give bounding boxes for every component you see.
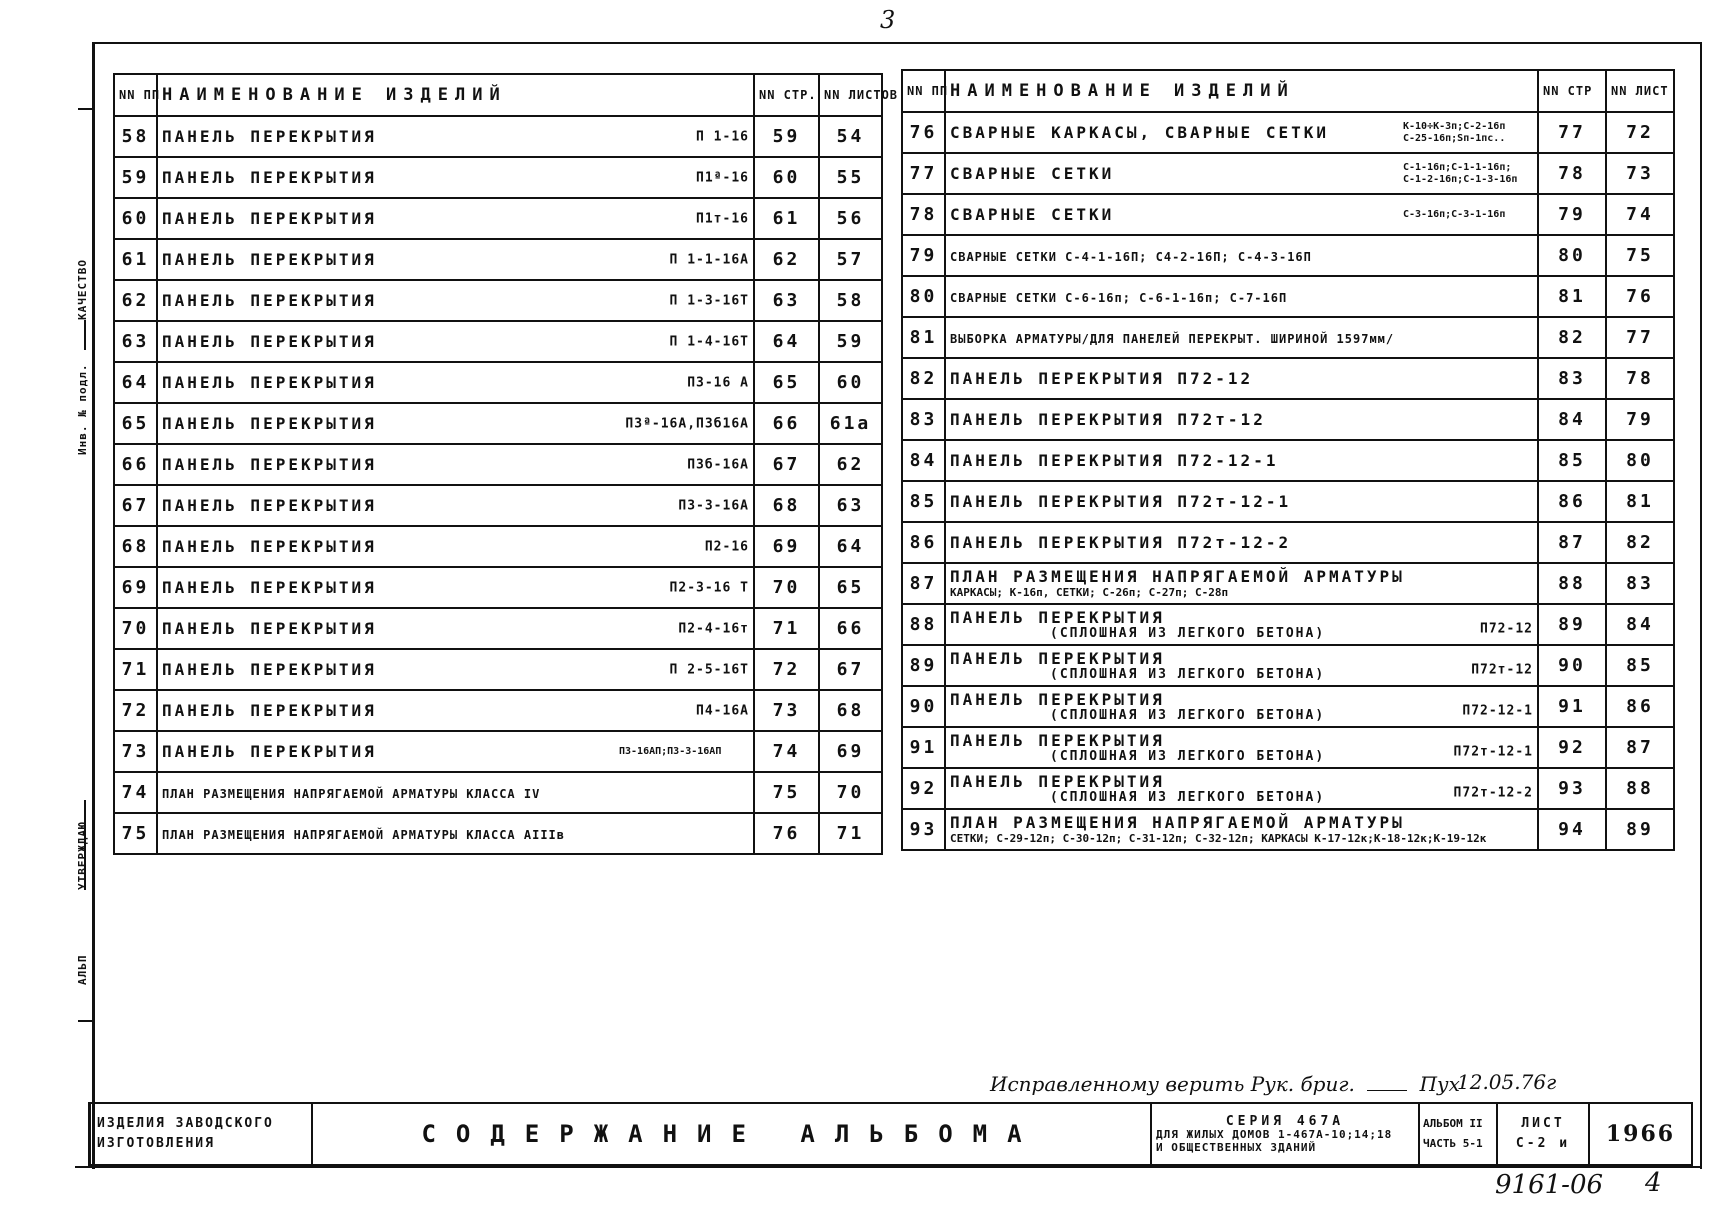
item-code: К-10÷К-3п;С-2-16п С-25-16п;Sп-1пс.. — [1403, 120, 1506, 144]
sheet-number-cell: 55 — [819, 157, 882, 198]
row-number: 81 — [902, 317, 945, 358]
row-number: 82 — [902, 358, 945, 399]
item-name-cell — [945, 112, 1538, 153]
sheet-number-cell: 68 — [819, 690, 882, 731]
correction-initials: Пух — [1419, 1072, 1460, 1096]
contents-table-right — [901, 69, 1675, 851]
correction-text: Исправленному верить Рук. бриг. — [990, 1072, 1355, 1096]
row-number: 73 — [114, 731, 157, 772]
item-name: СВАРНЫЕ КАРКАСЫ, СВАРНЫЕ СЕТКИ — [950, 123, 1329, 142]
sheet-number-cell: 61а — [819, 403, 882, 444]
table-row — [114, 731, 882, 772]
table-row — [902, 112, 1674, 153]
series-line-3: И ОБЩЕСТВЕННЫХ ЗДАНИЙ — [1156, 1140, 1317, 1154]
sheet-number-cell: 77 — [1606, 317, 1674, 358]
item-name: СВАРНЫЕ СЕТКИ — [950, 164, 1115, 183]
item-name-cell — [157, 444, 754, 485]
item-subtitle: СЕТКИ; С-29-12п; С-30-12п; С-31-12п; С-32-12п; КАРКАСЫ К-17-12к;К-18-12к;К-19-12к — [950, 831, 1487, 845]
table-row — [902, 563, 1674, 604]
row-number: 74 — [114, 772, 157, 813]
item-name-cell — [157, 649, 754, 690]
sheet-number-cell: 76 — [1606, 276, 1674, 317]
item-code: П 1-3-16Т — [669, 293, 749, 308]
sheet-number-cell: 59 — [819, 321, 882, 362]
item-name: СВАРНЫЕ СЕТКИ С-6-16п; С-6-1-16п; С-7-16П — [950, 291, 1288, 305]
item-name-cell — [945, 153, 1538, 194]
table-row — [114, 321, 882, 362]
title-block-baseline — [75, 1166, 1700, 1168]
sheet-value: С-2 и — [1515, 1136, 1571, 1151]
sheet-number-cell: 83 — [1606, 563, 1674, 604]
part-label: ЧАСТЬ 5-1 — [1423, 1137, 1483, 1150]
item-name: ВЫБОРКА АРМАТУРЫ/ДЛЯ ПАНЕЛЕЙ ПЕРЕКРЫТ. ШИРИНОЙ 1597мм/ — [950, 332, 1395, 346]
item-code: П72-12 — [1480, 621, 1533, 637]
sheet-number-cell: 74 — [1606, 194, 1674, 235]
table-header-row — [114, 74, 882, 116]
table-row — [114, 444, 882, 485]
album-label: АЛЬБОМ II — [1423, 1117, 1483, 1130]
item-name: ПАНЕЛЬ ПЕРЕКРЫТИЯ — [162, 332, 377, 351]
sheet-number-cell: 87 — [1606, 727, 1674, 768]
item-name-cell — [157, 116, 754, 157]
item-code: П3-16АП;П3-3-16АП — [619, 745, 722, 757]
sheet-number-cell: 72 — [1606, 112, 1674, 153]
margin-tick — [78, 1020, 92, 1022]
item-name-cell — [945, 686, 1538, 727]
item-name: ПАНЕЛЬ ПЕРЕКРЫТИЯ — [162, 209, 377, 228]
item-name-cell — [157, 485, 754, 526]
sheet-number-cell: 81 — [1606, 481, 1674, 522]
table-row — [114, 649, 882, 690]
title-block-sheet — [1498, 1104, 1590, 1164]
sheet-number-cell: 62 — [819, 444, 882, 485]
table-row — [114, 608, 882, 649]
sheet-number-cell: 69 — [819, 731, 882, 772]
sheet-number-cell: 70 — [819, 772, 882, 813]
row-number: 87 — [902, 563, 945, 604]
sheet-number-cell: 80 — [1606, 440, 1674, 481]
title-block-album — [1420, 1104, 1498, 1164]
table-row — [114, 198, 882, 239]
row-number: 80 — [902, 276, 945, 317]
page-number-cell: 69 — [754, 526, 819, 567]
table-row — [114, 567, 882, 608]
item-subtitle: (СПЛОШНАЯ ИЗ ЛЕГКОГО БЕТОНА) — [1050, 707, 1326, 723]
item-name-cell — [945, 727, 1538, 768]
item-subtitle: (СПЛОШНАЯ ИЗ ЛЕГКОГО БЕТОНА) — [1050, 666, 1326, 682]
page-number-cell: 70 — [754, 567, 819, 608]
item-name-cell — [157, 567, 754, 608]
sheet-number-cell: 57 — [819, 239, 882, 280]
sheet-number-cell: 71 — [819, 813, 882, 854]
sidebar-label-mid: Инв. № подл. — [76, 363, 89, 455]
row-number: 58 — [114, 116, 157, 157]
page-number-cell: 75 — [754, 772, 819, 813]
item-code: П 2-5-16Т — [669, 662, 749, 677]
table-row — [902, 276, 1674, 317]
item-code: С-3-16п;С-3-1-16п — [1403, 208, 1506, 220]
sheet-number-cell: 89 — [1606, 809, 1674, 850]
item-name-cell — [157, 813, 754, 854]
item-name-cell — [945, 809, 1538, 850]
item-name: ПАНЕЛЬ ПЕРЕКРЫТИЯ — [950, 648, 1165, 668]
header-page: NN СТР — [1538, 70, 1606, 112]
table-row — [902, 317, 1674, 358]
page-number-cell: 89 — [1538, 604, 1606, 645]
item-code: П1т-16 — [696, 211, 749, 226]
table-row — [114, 403, 882, 444]
sidebar-label-bottom: АЛЬП — [76, 954, 89, 985]
row-number: 92 — [902, 768, 945, 809]
item-code: П1ª-16 — [696, 170, 749, 185]
row-number: 65 — [114, 403, 157, 444]
page-number-cell: 66 — [754, 403, 819, 444]
item-name: ПАНЕЛЬ ПЕРЕКРЫТИЯ — [162, 619, 377, 638]
item-name: ПАНЕЛЬ ПЕРЕКРЫТИЯ — [950, 689, 1165, 709]
album-code: 9161-06 — [1495, 1170, 1604, 1200]
item-code: П 1-4-16Т — [669, 334, 749, 349]
item-name: ПАНЕЛЬ ПЕРЕКРЫТИЯ П72-12-1 — [950, 451, 1279, 470]
item-subtitle: (СПЛОШНАЯ ИЗ ЛЕГКОГО БЕТОНА) — [1050, 748, 1326, 764]
page-number-cell: 65 — [754, 362, 819, 403]
item-name-cell — [945, 522, 1538, 563]
page-number-cell: 81 — [1538, 276, 1606, 317]
page-number-cell: 93 — [1538, 768, 1606, 809]
item-name: ПАНЕЛЬ ПЕРЕКРЫТИЯ — [950, 771, 1165, 791]
item-code: П4-16А — [696, 703, 749, 718]
item-code: П72-12-1 — [1462, 703, 1533, 719]
page-number-cell: 68 — [754, 485, 819, 526]
page-number-cell: 79 — [1538, 194, 1606, 235]
table-row — [114, 772, 882, 813]
row-number: 79 — [902, 235, 945, 276]
header-page: NN СТР. — [754, 74, 819, 116]
sheet-number-cell: 54 — [819, 116, 882, 157]
header-name: НАИМЕНОВАНИЕ ИЗДЕЛИЙ — [945, 70, 1538, 112]
page-number-cell: 62 — [754, 239, 819, 280]
item-name-cell — [157, 731, 754, 772]
item-name-cell — [157, 690, 754, 731]
row-number: 59 — [114, 157, 157, 198]
table-row — [902, 194, 1674, 235]
title-block-title: СОДЕРЖАНИЕ АЛЬБОМА — [313, 1104, 1152, 1164]
item-name: СВАРНЫЕ СЕТКИ С-4-1-16П; С4-2-16П; С-4-3-16П — [950, 250, 1312, 264]
item-name-cell — [945, 563, 1538, 604]
item-name-cell — [945, 194, 1538, 235]
page-number-cell: 84 — [1538, 399, 1606, 440]
table-row — [902, 604, 1674, 645]
item-name: СВАРНЫЕ СЕТКИ — [950, 205, 1115, 224]
row-number: 61 — [114, 239, 157, 280]
item-name-cell — [157, 403, 754, 444]
item-name: ПАНЕЛЬ ПЕРЕКРЫТИЯ — [162, 250, 377, 269]
page-number-cell: 72 — [754, 649, 819, 690]
page-number-cell: 88 — [1538, 563, 1606, 604]
page-number-cell: 64 — [754, 321, 819, 362]
item-subtitle: КАРКАСЫ; К-16п, СЕТКИ; С-26п; С-27п; С-28п — [950, 585, 1229, 599]
row-number: 70 — [114, 608, 157, 649]
item-name: ПАНЕЛЬ ПЕРЕКРЫТИЯ — [950, 607, 1165, 627]
title-block-left: ИЗДЕЛИЯ ЗАВОДСКОГО ИЗГОТОВЛЕНИЯ — [91, 1104, 313, 1164]
page-number-cell: 86 — [1538, 481, 1606, 522]
header-no: NN ПП — [902, 70, 945, 112]
item-name: ПАНЕЛЬ ПЕРЕКРЫТИЯ — [162, 373, 377, 392]
item-name-cell — [945, 317, 1538, 358]
row-number: 76 — [902, 112, 945, 153]
item-name-cell — [157, 772, 754, 813]
title-block-year: 1966 — [1605, 1121, 1676, 1147]
item-subtitle: (СПЛОШНАЯ ИЗ ЛЕГКОГО БЕТОНА) — [1050, 789, 1326, 805]
item-name: ПАНЕЛЬ ПЕРЕКРЫТИЯ — [162, 701, 377, 720]
page-number-cell: 91 — [1538, 686, 1606, 727]
page-number-cell: 90 — [1538, 645, 1606, 686]
sheet-number-cell: 79 — [1606, 399, 1674, 440]
sheet-number-cell: 85 — [1606, 645, 1674, 686]
item-name: ПЛАН РАЗМЕЩЕНИЯ НАПРЯГАЕМОЙ АРМАТУРЫ — [950, 566, 1405, 586]
row-number: 90 — [902, 686, 945, 727]
table-row — [902, 522, 1674, 563]
table-row — [902, 153, 1674, 194]
row-number: 68 — [114, 526, 157, 567]
sheet-number-cell: 60 — [819, 362, 882, 403]
row-number: 91 — [902, 727, 945, 768]
item-name: ПЛАН РАЗМЕЩЕНИЯ НАПРЯГАЕМОЙ АРМАТУРЫ — [950, 812, 1405, 832]
item-name: ПАНЕЛЬ ПЕРЕКРЫТИЯ — [162, 578, 377, 597]
row-number: 67 — [114, 485, 157, 526]
margin-tick — [78, 108, 92, 110]
page-number-cell: 82 — [1538, 317, 1606, 358]
signature-mark — [1367, 1090, 1407, 1091]
row-number: 69 — [114, 567, 157, 608]
item-code: П 1-16 — [696, 129, 749, 144]
page-number-cell: 76 — [754, 813, 819, 854]
page-number-cell: 94 — [1538, 809, 1606, 850]
item-name-cell — [945, 481, 1538, 522]
item-name: ПАНЕЛЬ ПЕРЕКРЫТИЯ — [162, 660, 377, 679]
sidebar-label-top: КАЧЕСТВО — [76, 259, 89, 320]
table-row — [902, 727, 1674, 768]
item-code: П 1-1-16А — [669, 252, 749, 267]
table-row — [114, 157, 882, 198]
page-number-cell: 92 — [1538, 727, 1606, 768]
sheet-number-cell: 65 — [819, 567, 882, 608]
item-code: П3ª-16А,П3б16А — [625, 416, 749, 431]
sheet-number-cell: 64 — [819, 526, 882, 567]
row-number: 77 — [902, 153, 945, 194]
item-code: П3-16 А — [687, 375, 749, 390]
margin-tick — [84, 320, 86, 350]
table-row — [902, 768, 1674, 809]
row-number: 93 — [902, 809, 945, 850]
item-code: П3б-16А — [687, 457, 749, 472]
item-name: ПАНЕЛЬ ПЕРЕКРЫТИЯ — [162, 414, 377, 433]
row-number: 62 — [114, 280, 157, 321]
item-code: П72т-12-2 — [1453, 785, 1533, 801]
item-name-cell — [157, 280, 754, 321]
item-name: ПАНЕЛЬ ПЕРЕКРЫТИЯ П72т-12 — [950, 410, 1266, 429]
item-code: П72т-12 — [1471, 662, 1533, 678]
row-number: 86 — [902, 522, 945, 563]
item-name-cell — [157, 526, 754, 567]
table-row — [902, 440, 1674, 481]
item-name: ПАНЕЛЬ ПЕРЕКРЫТИЯ П72т-12-1 — [950, 492, 1292, 511]
header-no: NN ПП — [114, 74, 157, 116]
row-number: 66 — [114, 444, 157, 485]
correction-date: 12.05.76г — [1457, 1070, 1557, 1094]
item-name-cell — [157, 157, 754, 198]
table-row — [114, 813, 882, 854]
page-number-cell: 61 — [754, 198, 819, 239]
item-name: ПАНЕЛЬ ПЕРЕКРЫТИЯ — [162, 496, 377, 515]
item-name-cell — [945, 399, 1538, 440]
sidebar-label-low: УТВЕРЖДАЮ — [76, 821, 89, 890]
row-number: 89 — [902, 645, 945, 686]
sheet-number-cell: 73 — [1606, 153, 1674, 194]
item-name: ПАНЕЛЬ ПЕРЕКРЫТИЯ — [162, 168, 377, 187]
table-row — [114, 280, 882, 321]
table-row — [114, 485, 882, 526]
item-name-cell — [157, 608, 754, 649]
title-block — [88, 1102, 1693, 1166]
page-number-cell: 85 — [1538, 440, 1606, 481]
item-name-cell — [945, 235, 1538, 276]
item-code: П72т-12-1 — [1453, 744, 1533, 760]
header-sheet: NN ЛИСТ — [1606, 70, 1674, 112]
sheet-number-cell: 88 — [1606, 768, 1674, 809]
sheet-number-cell: 82 — [1606, 522, 1674, 563]
table-row — [902, 235, 1674, 276]
header-sheet: NN ЛИСТОВ — [819, 74, 882, 116]
table-header-row — [902, 70, 1674, 112]
table-row — [902, 358, 1674, 399]
header-name: НАИМЕНОВАНИЕ ИЗДЕЛИЙ — [157, 74, 754, 116]
correction-note — [990, 1072, 1460, 1096]
sheet-number-cell: 58 — [819, 280, 882, 321]
item-name: ПАНЕЛЬ ПЕРЕКРЫТИЯ — [162, 742, 377, 761]
contents-table-left — [113, 73, 899, 855]
row-number: 78 — [902, 194, 945, 235]
item-name-cell — [945, 440, 1538, 481]
sheet-number-cell: 75 — [1606, 235, 1674, 276]
item-name-cell — [945, 645, 1538, 686]
item-name: ПАНЕЛЬ ПЕРЕКРЫТИЯ П72т-12-2 — [950, 533, 1292, 552]
item-name: ПАНЕЛЬ ПЕРЕКРЫТИЯ — [162, 291, 377, 310]
table-row — [114, 362, 882, 403]
sheet-number-cell: 66 — [819, 608, 882, 649]
sheet-number-cell: 56 — [819, 198, 882, 239]
item-name: ПАНЕЛЬ ПЕРЕКРЫТИЯ — [162, 455, 377, 474]
row-number: 60 — [114, 198, 157, 239]
table-row — [902, 809, 1674, 850]
row-number: 75 — [114, 813, 157, 854]
item-name: ПАНЕЛЬ ПЕРЕКРЫТИЯ П72-12 — [950, 369, 1254, 388]
item-name-cell — [157, 198, 754, 239]
item-name: ПАНЕЛЬ ПЕРЕКРЫТИЯ — [950, 730, 1165, 750]
page-number-cell: 71 — [754, 608, 819, 649]
table-row — [114, 116, 882, 157]
page-number-cell: 73 — [754, 690, 819, 731]
table-row — [902, 399, 1674, 440]
page-number-cell: 78 — [1538, 153, 1606, 194]
item-code: П2-4-16т — [678, 621, 749, 636]
page-number-cell: 80 — [1538, 235, 1606, 276]
page-number-cell: 87 — [1538, 522, 1606, 563]
row-number: 71 — [114, 649, 157, 690]
sheet-number-cell: 78 — [1606, 358, 1674, 399]
sheet-number-cell: 67 — [819, 649, 882, 690]
item-name: ПЛАН РАЗМЕЩЕНИЯ НАПРЯГАЕМОЙ АРМАТУРЫ КЛАССА IV — [162, 787, 541, 801]
row-number: 63 — [114, 321, 157, 362]
title-block-series — [1152, 1104, 1420, 1164]
table-row — [902, 686, 1674, 727]
item-name: ПЛАН РАЗМЕЩЕНИЯ НАПРЯГАЕМОЙ АРМАТУРЫ КЛАССА АIIIв — [162, 828, 566, 842]
item-code: П3-3-16А — [678, 498, 749, 513]
page-number-cell: 77 — [1538, 112, 1606, 153]
item-name: ПАНЕЛЬ ПЕРЕКРЫТИЯ — [162, 127, 377, 146]
table-row — [902, 645, 1674, 686]
page-number-cell: 63 — [754, 280, 819, 321]
table-row — [114, 526, 882, 567]
sheet-number-cell: 84 — [1606, 604, 1674, 645]
row-number: 84 — [902, 440, 945, 481]
row-number: 88 — [902, 604, 945, 645]
row-number: 72 — [114, 690, 157, 731]
item-subtitle: (СПЛОШНАЯ ИЗ ЛЕГКОГО БЕТОНА) — [1050, 625, 1326, 641]
page-number-cell: 59 — [754, 116, 819, 157]
row-number: 64 — [114, 362, 157, 403]
album-sheet-number: 4 — [1645, 1168, 1662, 1198]
table-row — [902, 481, 1674, 522]
item-name-cell — [157, 239, 754, 280]
item-name-cell — [945, 768, 1538, 809]
item-code: С-1-16п;С-1-1-16п; С-1-2-16п;С-1-3-16п — [1403, 161, 1518, 185]
item-name-cell — [157, 362, 754, 403]
item-name-cell — [157, 321, 754, 362]
page-number-cell: 67 — [754, 444, 819, 485]
sheet-number-cell: 63 — [819, 485, 882, 526]
item-code: П2-16 — [704, 539, 749, 554]
item-name-cell — [945, 276, 1538, 317]
sheet-label: ЛИСТ — [1521, 1116, 1565, 1131]
item-name-cell — [945, 604, 1538, 645]
row-number: 85 — [902, 481, 945, 522]
item-name-cell — [945, 358, 1538, 399]
table-row — [114, 690, 882, 731]
page-number-cell: 83 — [1538, 358, 1606, 399]
series-line-2: ДЛЯ ЖИЛЫХ ДОМОВ 1-467А-10;14;18 — [1156, 1127, 1393, 1141]
item-code: П2-3-16 Т — [669, 580, 749, 595]
page-number: 3 — [880, 6, 896, 34]
table-row — [114, 239, 882, 280]
page-number-cell: 74 — [754, 731, 819, 772]
sheet-number-cell: 86 — [1606, 686, 1674, 727]
item-name: ПАНЕЛЬ ПЕРЕКРЫТИЯ — [162, 537, 377, 556]
series-line-1: СЕРИЯ 467А — [1225, 1113, 1345, 1129]
row-number: 83 — [902, 399, 945, 440]
page-number-cell: 60 — [754, 157, 819, 198]
